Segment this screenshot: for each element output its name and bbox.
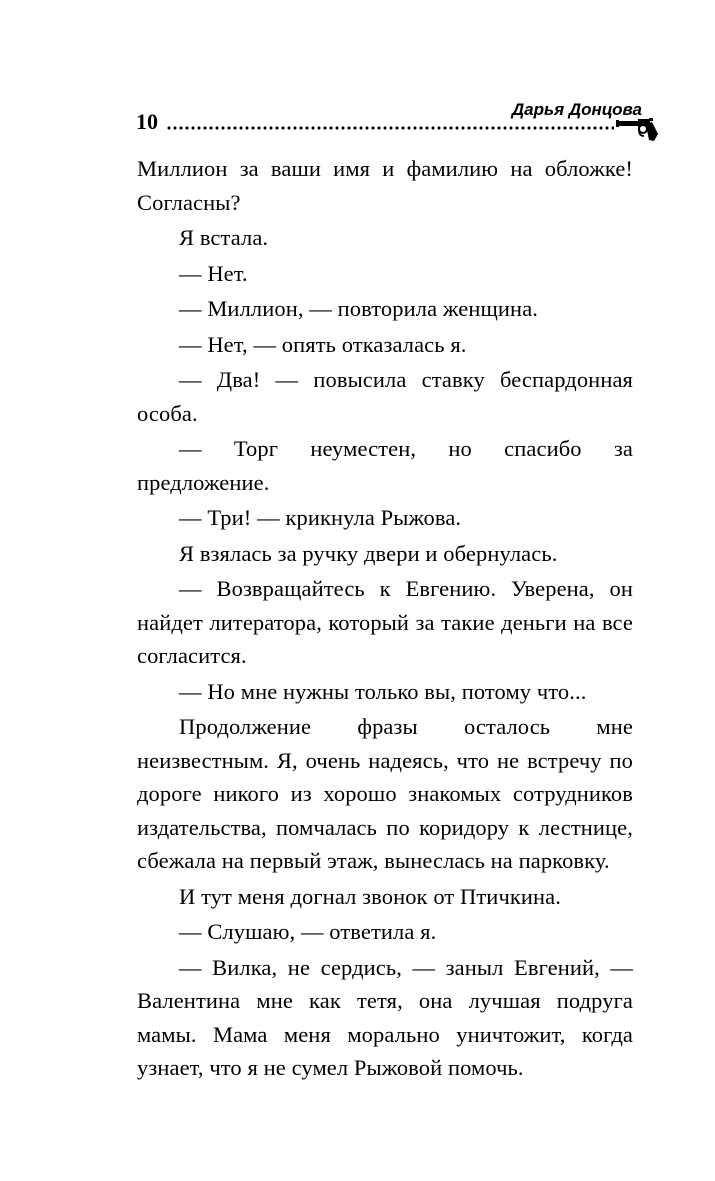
body-text bbox=[137, 152, 633, 1087]
paragraph: Продолжение фразы осталось мне неизвестным. Я, очень надеясь, что не встречу по дороге никого из хорошо знакомых сотрудников издательства, помчалась по коридору к лестнице, сбежала на первый этаж, вынеслась на парковку. bbox=[137, 714, 633, 873]
paragraph: — Но мне нужны только вы, потому что... bbox=[179, 678, 587, 704]
revolver-icon bbox=[616, 118, 658, 142]
paragraph: Я встала. bbox=[179, 225, 269, 250]
paragraph: — Миллион, — повторила женщина. bbox=[179, 296, 539, 321]
paragraph: Миллион за ваши имя и фамилию на обложке! Согласны? bbox=[137, 156, 633, 215]
paragraph: — Торг неуместен, но спасибо за предложение. bbox=[137, 436, 633, 495]
dotted-leader bbox=[166, 126, 614, 130]
paragraph: Я взялась за ручку двери и обернулась. bbox=[179, 540, 558, 566]
page-number: 10 bbox=[136, 109, 158, 134]
paragraph: — Три! — крикнула Рыжова. bbox=[179, 505, 462, 530]
paragraph: — Возвращайтесь к Евгению. Уверена, он найдет литератора, который за такие деньги на все согласится. bbox=[137, 576, 633, 668]
author-name: Дарья Донцова bbox=[511, 100, 642, 119]
paragraph: — Слушаю, — ответила я. bbox=[179, 919, 437, 944]
paragraph: — Нет, — опять отказалась я. bbox=[179, 331, 467, 357]
paragraph: И тут меня догнал звонок от Птичкина. bbox=[179, 883, 561, 909]
running-header bbox=[136, 100, 696, 150]
paragraph: — Два! — повысила ставку беспардонная особа. bbox=[137, 367, 633, 426]
paragraph: — Вилка, не сердись, — заныл Евгений, — Валентина мне как тетя, она лучшая подруга мамы. Мама меня морально уничтожит, когда узнает, что я не сумел Рыжовой помочь. bbox=[137, 954, 633, 1080]
paragraph: — Нет. bbox=[179, 260, 248, 286]
